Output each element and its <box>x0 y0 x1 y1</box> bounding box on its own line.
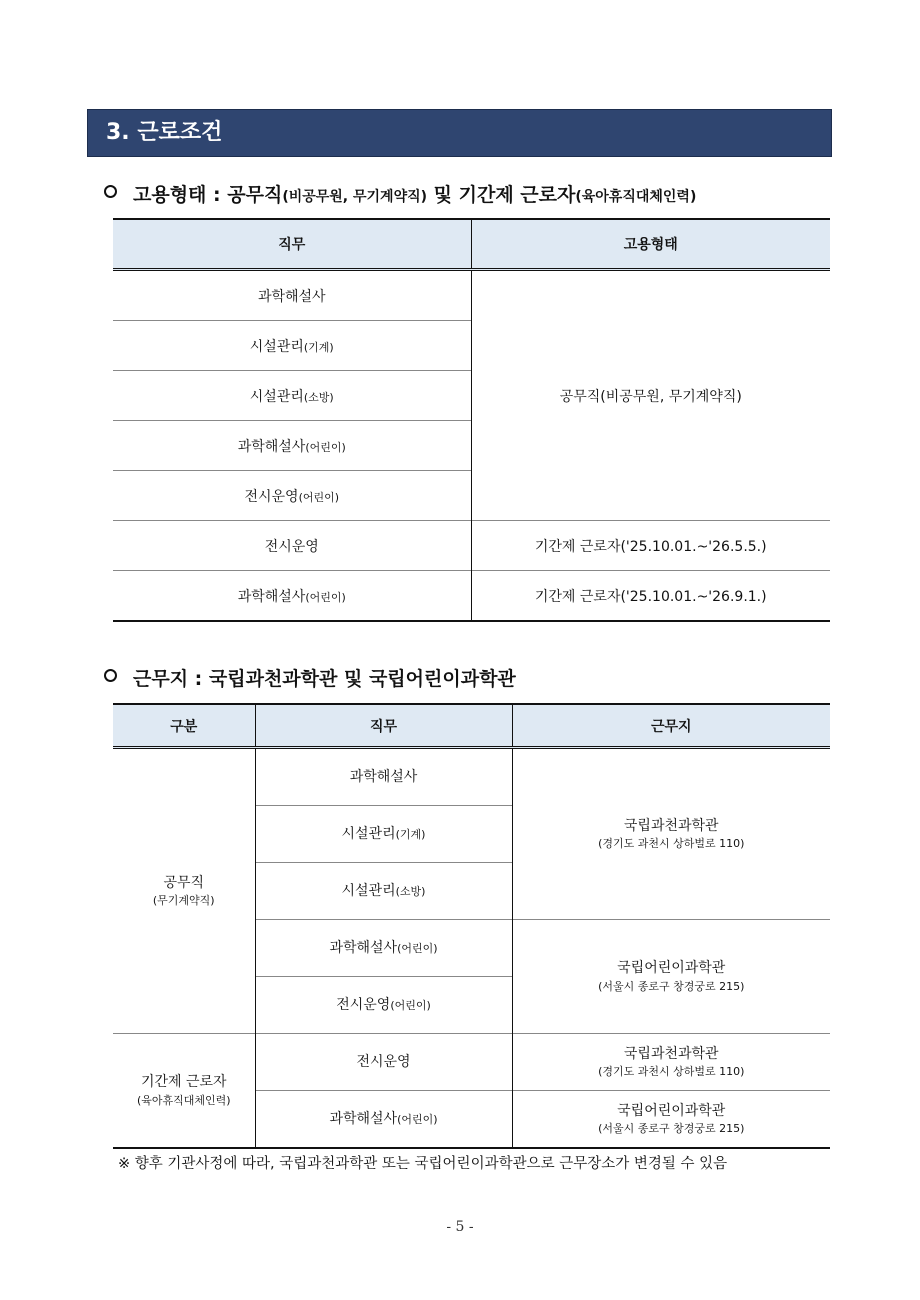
employment-type-cell: 기간제 근로자('25.10.01.~'26.5.5.) <box>471 521 830 571</box>
job-cell: 과학해설사 <box>113 270 471 321</box>
header-job: 직무 <box>255 704 512 748</box>
workplace-cell-children: 국립어린이과학관 (서울시 종로구 창경궁로 215) <box>512 1091 830 1149</box>
section-title <box>87 109 832 157</box>
employment-type-paren: (비공무원, 무기계약직) <box>282 189 428 205</box>
job-cell: 시설관리(소방) <box>255 863 512 920</box>
job-cell: 과학해설사(어린이) <box>113 421 471 471</box>
employment-type-mid: 및 기간제 근로자 <box>427 184 576 206</box>
bullet-circle-icon <box>104 185 117 198</box>
workplace-bullet <box>104 664 516 691</box>
job-cell: 전시운영 <box>255 1034 512 1091</box>
category-cell-permanent: 공무직 (무기계약직) <box>113 748 255 1034</box>
table-row <box>113 1034 830 1091</box>
employment-type-paren2: (육아휴직대체인력) <box>575 189 697 205</box>
workplace-cell-gwacheon: 국립과천과학관 (경기도 과천시 상하벌로 110) <box>512 1034 830 1091</box>
job-cell: 시설관리(기계) <box>113 321 471 371</box>
table-row <box>113 571 830 622</box>
header-workplace: 근무지 <box>512 704 830 748</box>
workplace-label: 근무지 : 국립과천과학관 및 국립어린이과학관 <box>133 668 516 690</box>
employment-type-cell: 기간제 근로자('25.10.01.~'26.9.1.) <box>471 571 830 622</box>
workplace-cell-children: 국립어린이과학관 (서울시 종로구 창경궁로 215) <box>512 920 830 1034</box>
table-header-row <box>113 219 830 270</box>
table-row <box>113 270 830 321</box>
footnote: ※ 향후 기관사정에 따라, 국립과천과학관 또는 국립어린이과학관으로 근무장소가 변경될 수 있음 <box>118 1156 728 1172</box>
header-category: 구분 <box>113 704 255 748</box>
employment-type-bullet <box>104 180 696 207</box>
header-employment-type: 고용형태 <box>471 219 830 270</box>
employment-type-table <box>113 218 830 622</box>
job-cell: 시설관리(기계) <box>255 806 512 863</box>
job-cell: 과학해설사 <box>255 748 512 806</box>
table-header-row <box>113 704 830 748</box>
employment-type-merged-cell: 공무직(비공무원, 무기계약직) <box>471 270 830 521</box>
job-cell: 시설관리(소방) <box>113 371 471 421</box>
job-cell: 전시운영(어린이) <box>255 977 512 1034</box>
table-row <box>113 521 830 571</box>
job-cell: 과학해설사(어린이) <box>255 1091 512 1149</box>
job-cell: 과학해설사(어린이) <box>255 920 512 977</box>
table-row <box>113 748 830 806</box>
job-cell: 전시운영 <box>113 521 471 571</box>
section-title-text: 3. 근로조건 <box>106 120 223 145</box>
header-job: 직무 <box>113 219 471 270</box>
workplace-table <box>113 703 830 1149</box>
workplace-cell-gwacheon: 국립과천과학관 (경기도 과천시 상하벌로 110) <box>512 748 830 920</box>
employment-type-label: 고용형태 : 공무직 <box>133 184 283 206</box>
page-number: - 5 - <box>446 1219 474 1235</box>
job-cell: 전시운영(어린이) <box>113 471 471 521</box>
job-cell: 과학해설사(어린이) <box>113 571 471 622</box>
bullet-circle-icon <box>104 669 117 682</box>
category-cell-fixed-term: 기간제 근로자 (육아휴직대체인력) <box>113 1034 255 1149</box>
